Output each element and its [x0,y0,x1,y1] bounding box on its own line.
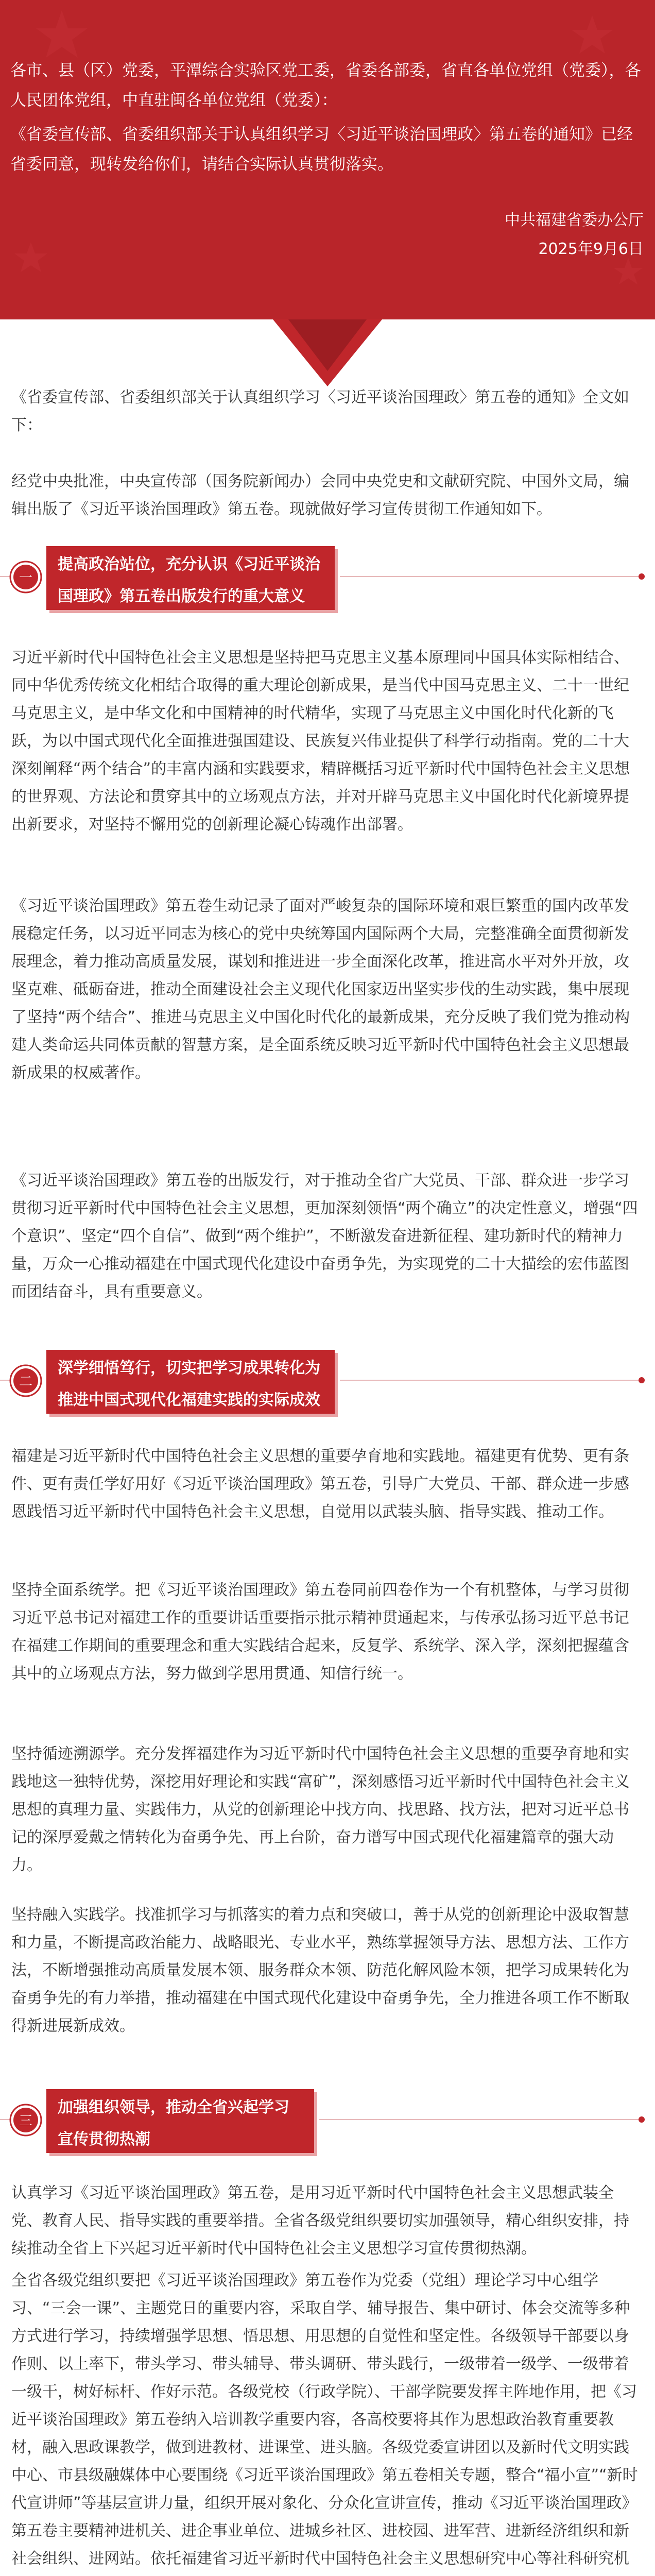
svg-text:一: 一 [19,570,33,586]
section-number-badge [9,561,42,594]
issue-date: 2025年9月6日 [538,240,644,258]
section-paragraph: 习近平新时代中国特色社会主义思想是坚持把马克思主义基本原理同中国具体实际相结合、同中华优秀传统文化相结合取得的重大理论创新成果，是当代中国马克思主义、二十一世纪马克思主义，是中华文化和中国精神的时代精华，实现了马克思主义中国化时代化新的飞跃，为以中国式现代化全面推进强国建设、民族复兴伟业提供了科学行动指南。党的二十大深刻阐释“两个结合”的丰富内涵和实践要求，精辟概括习近平新时代中国特色社会主义思想的世界观、方法论和贯穿其中的立场观点方法，并对开辟马克思主义中国化时代化新境界提出新要求，对坚持不懈用党的创新理论凝心铸魂作出部署。 [11,649,630,834]
section-title-line: 加强组织领导，推动全省兴起学习 [58,2098,289,2116]
svg-text:三: 三 [19,2113,33,2129]
heading-dot [639,2116,645,2123]
intro-paragraph: 《省委宣传部、省委组织部关于认真组织学习〈习近平谈治国理政〉第五卷的通知》全文如下： [11,388,629,434]
section-number-badge [9,2104,42,2137]
svg-text:二: 二 [19,1374,33,1389]
issuer-name: 中共福建省委办公厅 [505,211,644,229]
decor-star-icon [572,15,613,54]
section-title-box [46,2089,314,2153]
section-title-line: 深学细悟笃行，切实把学习成果转化为 [58,1359,320,1377]
heading-rule-left [0,575,10,579]
intro-paragraph: 经党中央批准，中央宣传部（国务院新闻办）会同中央党史和文献研究院、中国外文局，编辑出版了《习近平谈治国理政》第五卷。现就做好学习宣传贯彻工作通知如下。 [11,472,629,518]
section-paragraph: 坚持全面系统学。把《习近平谈治国理政》第五卷同前四卷作为一个有机整体，与学习贯彻习近平总书记对福建工作的重要讲话重要指示批示精神贯通起来，与传承弘扬习近平总书记在福建工作期间的重要理念和重大实践结合起来，反复学、系统学、深入学，深刻把握蕴含其中的立场观点方法，努力做到学思用贯通、知信行统一。 [11,1581,629,1683]
notice-header [0,0,655,319]
triangle-divider [0,289,655,392]
section-heading-2 [0,1345,655,1422]
heading-dot [639,573,645,580]
decor-star-icon [36,10,88,58]
section-heading-3 [0,2084,655,2161]
heading-rule-left [0,1379,10,1383]
section-title-box [46,1350,335,1414]
heading-rule [340,1380,645,1381]
notice-paragraph: 各市、县（区）党委，平潭综合实验区党工委，省委各部委，省直各单位党组（党委），各人民团体党组，中直驻闽各单位党组（党委）： [10,61,641,110]
section-paragraph: 《习近平谈治国理政》第五卷的出版发行，对于推动全省广大党员、干部、群众进一步学习贯彻习近平新时代中国特色社会主义思想，更加深刻领悟“两个确立”的决定性意义，增强“四个意识”、坚定“四个自信”、做到“两个维护”，不断激发奋进新征程、建功新时代的精神力量，万众一心推动福建在中国式现代化建设中奋勇争先，为实现党的二十大描绘的宏伟蓝图而团结奋斗，具有重要意义。 [11,1172,638,1301]
section-paragraph: 坚持循迹溯源学。充分发挥福建作为习近平新时代中国特色社会主义思想的重要孕育地和实践地这一独特优势，深挖用好理论和实践“富矿”，深刻感悟习近平新时代中国特色社会主义思想的真理力量、实践伟力，从党的创新理论中找方向、找思路、找方法，把对习近平总书记的深厚爱戴之情转化为奋勇争先、再上台阶，奋力谱写中国式现代化福建篇章的强大动力。 [11,1745,630,1874]
signature-block [505,206,644,264]
section-paragraph: 坚持融入实践学。找准抓学习与抓落实的着力点和突破口，善于从党的创新理论中汲取智慧和力量，不断提高政治能力、战略眼光、专业水平，熟练掌握领导方法、思想方法、工作方法，不断增强推动高质量发展本领、服务群众本领、防范化解风险本领，把学习成果转化为奋勇争先的有力举措，推动福建在中国式现代化建设中奋勇争先，全力推进各项工作不断取得新进展新成效。 [11,1906,629,2035]
decor-star-icon [14,242,47,272]
section-paragraph: 福建是习近平新时代中国特色社会主义思想的重要孕育地和实践地。福建更有优势、更有条件、更有责任学好用好《习近平谈治国理政》第五卷，引导广大党员、干部、群众进一步感恩践悟习近平新时代中国特色社会主义思想，自觉用以武装头脑、指导实践、推动工作。 [11,1447,629,1521]
section-paragraph: 认真学习《习近平谈治国理政》第五卷，是用习近平新时代中国特色社会主义思想武装全党、教育人民、指导实践的重要举措。全省各级党组织要切实加强领导，精心组织安排，持续推动全省上下兴起习近平新时代中国特色社会主义思想学习宣传贯彻热潮。 [11,2184,629,2258]
section-title-line: 国理政》第五卷出版发行的重大意义 [58,587,305,605]
section-heading-1 [0,541,655,618]
notice-paragraph: 《省委宣传部、省委组织部关于认真组织学习〈习近平谈治国理政〉第五卷的通知》已经省委同意，现转发给你们，请结合实际认真贯彻落实。 [10,125,633,174]
heading-rule-left [0,2118,10,2122]
section-title-line: 推进中国式现代化福建实践的实际成效 [58,1391,320,1409]
heading-rule [319,2119,645,2120]
notice-body [10,56,645,183]
heading-dot [639,1377,645,1383]
section-title-line: 提高政治站位，充分认识《习近平谈治 [58,555,320,573]
section-paragraph: 《习近平谈治国理政》第五卷生动记录了面对严峻复杂的国际环境和艰巨繁重的国内改革发展稳定任务，以习近平同志为核心的党中央统筹国内国际两个大局，完整准确全面贯彻新发展理念，着力推动高质量发展，谋划和推进进一步全面深化改革，推进高水平对外开放，攻坚克难、砥砺奋进，推动全面建设社会主义现代化国家迈出坚实步伐的生动实践，集中展现了坚持“两个结合”、推进马克思主义中国化时代化的最新成果，充分反映了我们党为推动构建人类命运共同体贡献的智慧方案，是全面系统反映习近平新时代中国特色社会主义思想最新成果的权威著作。 [11,897,630,1082]
section-title-line: 宣传贯彻热潮 [58,2130,150,2148]
section-number-badge [9,1364,42,1397]
section-paragraph: 全省各级党组织要把《习近平谈治国理政》第五卷作为党委（党组）理论学习中心组学习、“三会一课”、主题党日的重要内容，采取自学、辅导报告、集中研讨、体会交流等多种方式进行学习，持续增强学思想、悟思想、用思想的自觉性和坚定性。各级领导干部要以身作则、以上率下，带头学习、带头辅导、带头调研、带头践行，一级带着一级学、一级带着一级干，树好标杆、作好示范。各级党校（行政学院）、干部学院要发挥主阵地作用，把《习近平谈治国理政》第五卷纳入培训教学重要内容，各高校要将其作为思想政治教育重要教材，融入思政课教学，做到进教材、进课堂、进头脑。各级党委宣讲团以及新时代文明实践中心、市县级融媒体中心要围绕《习近平谈治国理政》第五卷相关专题，整合“福小宣”“新时代宣讲师”等基层宣讲力量，组织开展对象化、分众化宣讲宣传，推动《习近平谈治国理政》第五卷主要精神进机关、进企事业单位、进城乡社区、进校园、进军营、进新经济组织和新社会组织、进网站。依托福建省习近平新时代中国特色社会主义思想研究中心等社科研究机 [11,2272,638,2568]
section-title-box [46,546,335,610]
heading-rule [340,576,645,577]
